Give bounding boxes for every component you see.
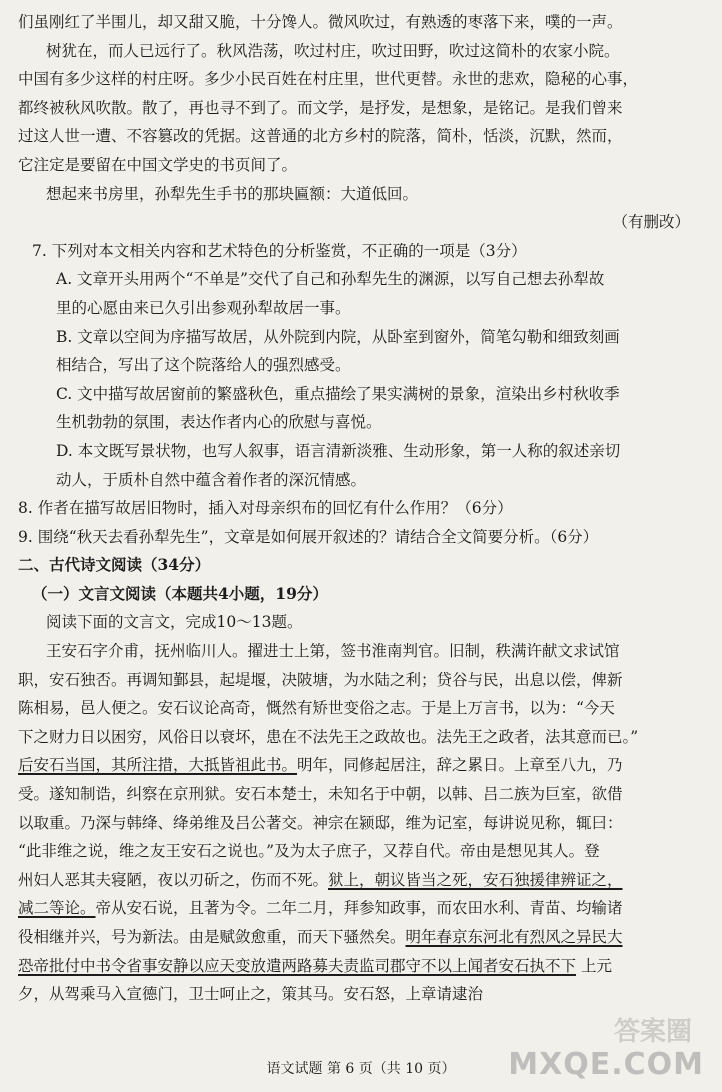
watermark — [508, 1014, 712, 1086]
text-segment: 役相继并兴，号为新法。由是赋敛愈重，而天下骚然矣。 — [18, 928, 406, 946]
text-line: B. 文章以空间为序描写故居，从外院到内院，从卧室到窗外，简笔勾勒和细致刻画 — [56, 327, 620, 346]
text-line: 中国有多少这样的村庄呀。多少小民百姓在村庄里，世代更替。永世的悲欢，隐秘的心事， — [18, 70, 639, 89]
text-segment: 帝从安石说，且著为令。二年二月，拜参知政事，而农田水利、青苗、均输诸 — [95, 899, 623, 918]
underlined-text: 狱上，朝议皆当之死，安石独援律辨证之， — [328, 870, 623, 889]
text-line: 相结合，写出了这个院落给人的强烈感受。 — [56, 356, 351, 375]
text-line: 8. 作者在描写故居旧物时，插入对母亲织布的回忆有什么作用？（6分） — [18, 499, 513, 518]
text-line — [18, 866, 696, 895]
text-line: 树犹在，而人已远行了。秋风浩荡，吹过村庄，吹过田野，吹过这简朴的农家小院。 — [46, 41, 620, 60]
text-line: 们虽刚红了半围儿，却又甜又脆，十分馋人。微风吹过，有熟透的枣落下来，噗的一声。 — [18, 13, 623, 31]
text-line: 里的心愿由来已久引出参观孙犁故居一事。 — [56, 298, 351, 317]
text-line: 想起来书房里，孙犁先生手书的那块匾额：大道低回。 — [46, 184, 419, 203]
text-line: D. 本文既写景状物，也写人叙事，语言清新淡雅、生动形象，第一人称的叙述亲切 — [56, 441, 621, 460]
underlined-text: 恐帝批付中书令省事安静以应天变放遣两路募夫责监司郡守不以上闻者安石执不下 — [18, 956, 577, 975]
text-line: 陈相易，邑人便之。安石议论高奇，慨然有矫世变俗之志。于是上万言书，以为：“今天 — [18, 699, 615, 718]
text-line: 下之财力日以困穷，风俗日以衰坏，患在不法先王之政故也。法先王之政者，法其意而已。” — [18, 727, 639, 746]
page-footer: 语文试题 第 6 页（共 10 页） — [266, 1061, 456, 1077]
text-line: 以取重。乃深与韩绛、绛弟维及吕公著交。神宗在颍邸，维为记室，每讲说见称，辄曰： — [18, 813, 623, 832]
underlined-text: 减二等论。 — [18, 899, 96, 918]
text-line — [18, 751, 696, 780]
text-line: 夕，从驾乘马入宣德门，卫士呵止之，策其马。安石怒，上章请逮治 — [18, 985, 484, 1004]
text-line — [18, 952, 696, 981]
text-line: 过这人世一遭、不容篡改的凭据。这普通的北方乡村的院落，简朴，恬淡，沉默，然而， — [18, 127, 623, 146]
text-line: 阅读下面的文言文，完成10～13题。 — [46, 613, 303, 632]
text-line: 它注定是要留在中国文学史的书页间了。 — [18, 155, 298, 174]
text-line: 职，安石独否。再调知鄞县，起堤堰，决陂塘，为水陆之利；贷谷与民，出息以偿，俾新 — [18, 670, 623, 689]
text-line: 受。遂知制诰，纠察在京刑狱。安石本楚士，未知名于中朝，以韩、吕二族为巨室，欲借 — [18, 785, 623, 804]
text-line: C. 文中描写故居窗前的繁盛秋色，重点描绘了果实满树的景象，渲染出乡村秋收季 — [56, 384, 620, 403]
text-line: 都终被秋风吹散。散了，再也寻不到了。而文学，是抒发，是想象，是铭记。是我们曾来 — [18, 98, 623, 117]
underlined-text: 明年春京东河北有烈风之异民大 — [405, 928, 623, 946]
text-line: “此非维之说，维之友王安石之说也。”及为太子庶子，又荐自代。帝由是想见其人。登 — [18, 842, 600, 861]
text-line: 动人，于质朴自然中蕴含着作者的深沉情感。 — [56, 470, 367, 489]
text-line — [18, 923, 696, 952]
text-line: A. 文章开头用两个“不单是”交代了自己和孙犁先生的渊源，以写自己想去孙犁故 — [56, 270, 605, 289]
watermark-logo: 答案圈 — [613, 1017, 692, 1047]
text-line: 二、古代诗文阅读（34分） — [18, 555, 211, 575]
watermark-site: MXQE.COM — [508, 1047, 704, 1082]
text-line: 生机勃勃的氛围，表达作者内心的欣慰与喜悦。 — [56, 413, 382, 432]
text-segment: 明年，同修起居注，辞之累日。上章至八九，乃 — [297, 756, 623, 775]
text-line: 7. 下列对本文相关内容和艺术特色的分析鉴赏，不正确的一项是（3分） — [32, 241, 527, 260]
text-line — [18, 894, 696, 923]
text-line: （一）文言文阅读（本题共4小题，19分） — [32, 583, 328, 603]
text-segment: 州妇人恶其夫寝陋，夜以刃斫之，伤而不死。 — [18, 870, 329, 889]
text-line: 9. 围绕“秋天去看孙犁先生”，文章是如何展开叙述的？请结合全文简要分析。（6分） — [18, 527, 599, 546]
underlined-text: 后安石当国，其所注措，大抵皆祖此书。 — [18, 756, 298, 775]
text-segment: 上元 — [576, 956, 612, 975]
text-line: 王安石字介甫，抚州临川人。擢进士上第，签书淮南判官。旧制，秩满许献文求试馆 — [46, 642, 620, 661]
text-line: （有删改） — [612, 213, 690, 232]
